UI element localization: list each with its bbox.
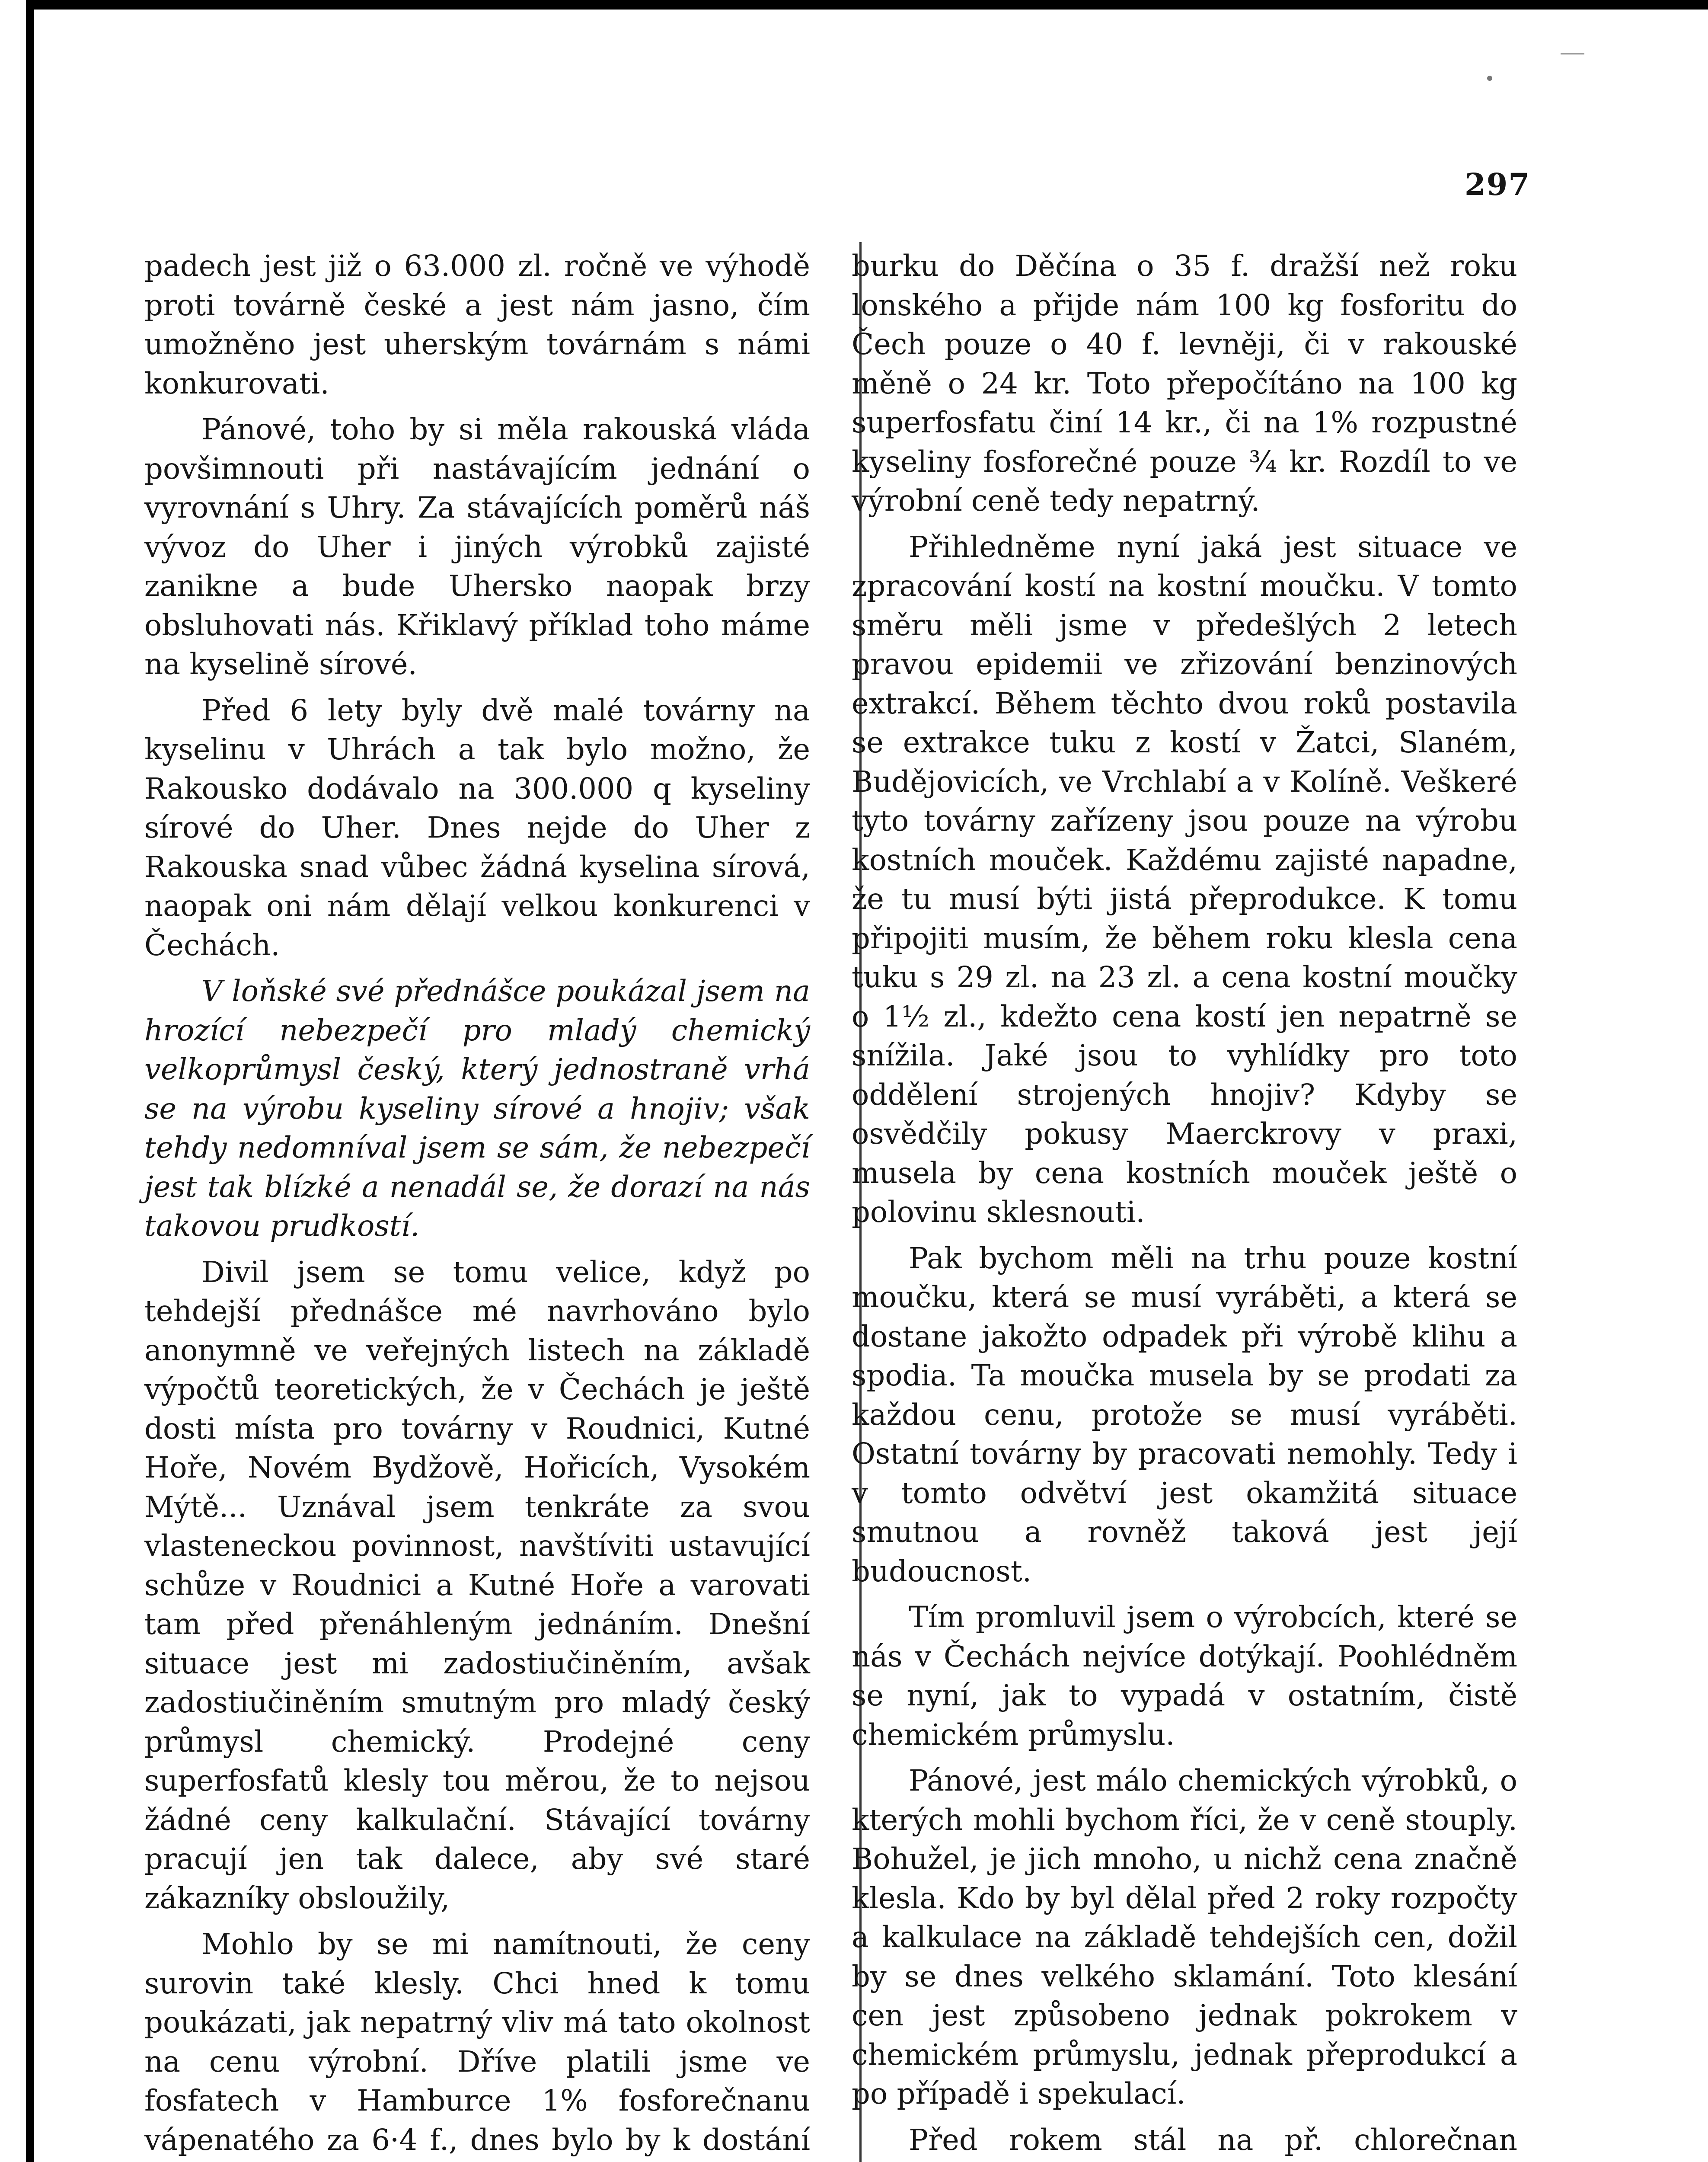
scan-border-top xyxy=(26,0,1708,10)
scan-border-left xyxy=(26,0,34,2162)
scan-speck xyxy=(1487,76,1492,81)
paragraph: Mohlo by se mi namítnouti, že ceny surovin také klesly. Chci hned k tomu poukázati, jak nepatrný vliv má tato okolnost na cenu výrobní. Dříve platili jsme ve fosfatech v Hamburce 1% fosforečnanu vápenatého za 6·4 f., dnes bylo by k dostání xyxy=(144,1927,810,2157)
paragraph: padech jest již o 63.000 zl. ročně ve výhodě proti továrně české a jest nám jasno, čím umožněno jest uherským továrnám s námi konkurovati. xyxy=(144,249,810,400)
paragraph-italic: V loňské své přednášce poukázal jsem na hrozící nebezpečí pro mladý chemický velkoprůmysl český, který jednostraně vrhá se na výrobu kyseliny sírové a hnojiv; však tehdy nedomníval jsem se sám, že nebezpečí jest tak blízké a nenadál se, že dorazí na nás takovou prudkostí. xyxy=(144,974,810,1243)
paragraph: Před rokem stál na př. chlorečnan xyxy=(909,2123,1517,2157)
paragraph: Přihledněme nyní jaká jest situace ve zpracování kostí na kostní moučku. V tomto směru měli jsme v předešlých 2 letech pravou epidemii ve zřizování benzinových extrakcí. Během těchto dvou roků postavila se extrakce tuku z kostí v Žatci, Slaném, Budějovicích, ve Vrchlabí a v Kolíně. Veškeré tyto továrny zařízeny jsou pouze na výrobu kostních mouček. Každému zajisté napadne, že tu musí býti jistá přeprodukce. K tomu připojiti musím, že během roku klesla cena tuku s 29 zl. na 23 zl. a cena kostní moučky o 1½ zl., kdežto cena kostí jen nepatrně se snížila. Jaké jsou to vyhlídky pro toto oddělení strojených hnojiv? Kdyby se osvědčily pokusy Maerckrovy v praxi, musela by cena kostních mouček ještě o polovinu sklesnouti. xyxy=(852,530,1517,1229)
text-column-left xyxy=(144,246,810,2162)
paragraph: burku do Děčína o 35 f. dražší než roku lonského a přijde nám 100 kg fosforitu do Čech pouze o 40 f. levněji, či v rakouské měně o 24 kr. Toto přepočítáno na 100 kg superfosfatu činí 14 kr., či na 1% rozpustné kyseliny fosforečné pouze ¾ kr. Rozdíl to ve výrobní ceně tedy nepatrný. xyxy=(852,249,1517,518)
paragraph: Před 6 lety byly dvě malé továrny na kyselinu v Uhrách a tak bylo možno, že Rakousko dodávalo na 300.000 q kyseliny sírové do Uher. Dnes nejde do Uher z Rakouska snad vůbec žádná kyselina sírová, naopak oni nám dělají velkou konkurenci v Čechách. xyxy=(144,693,810,962)
scan-speck xyxy=(1561,53,1584,54)
paragraph: Pánové, toho by si měla rakouská vláda povšimnouti při nastávajícím jednání o vyrovnání s Uhry. Za stávajících poměrů náš vývoz do Uher i jiných výrobků zajisté zanikne a bude Uhersko naopak brzy obsluhovati nás. Křiklavý příklad toho máme na kyselině sírové. xyxy=(144,413,810,681)
paragraph: Pak bychom měli na trhu pouze kostní moučku, která se musí vyráběti, a která se dostane jakožto odpadek při výrobě klihu a spodia. Ta moučka musela by se prodati za každou cenu, protože se musí vyráběti. Ostatní továrny by pracovati nemohly. Tedy i v tomto odvětví jest okamžitá situace smutnou a rovněž taková jest její budoucnost. xyxy=(852,1241,1517,1588)
paragraph: Pánové, jest málo chemických výrobků, o kterých mohli bychom říci, že v ceně stouply. Bohužel, je jich mnoho, u nichž cena značně klesla. Kdo by byl dělal před 2 roky rozpočty a kalkulace na základě tehdejších cen, dožil by se dnes velkého sklamání. Toto klesání cen jest způsobeno jednak pokrokem v chemickém průmyslu, jednak přeprodukcí a po případě i spekulací. xyxy=(852,1764,1517,2111)
paragraph: Tím promluvil jsem o výrobcích, které se nás v Čechách nejvíce dotýkají. Poohlédněm se nyní, jak to vypadá v ostatním, čistě chemickém průmyslu. xyxy=(852,1600,1517,1752)
page-number: 297 xyxy=(1464,166,1530,202)
text-column-right xyxy=(852,246,1517,2162)
paragraph: Divil jsem se tomu velice, když po tehdejší přednášce mé navrhováno bylo anonymně ve veřejných listech na základě výpočtů teoretických, že v Čechách je ještě dosti místa pro továrny v Roudnici, Kutné Hoře, Novém Bydžově, Hořicích, Vysokém Mýtě... Uznával jsem tenkráte za svou vlasteneckou povinnost, navštíviti ustavující schůze v Roudnici a Kutné Hoře a varovati tam před přenáhleným jednáním. Dnešní situace jest mi zadostiučiněním, avšak zadostiučiněním smutným pro mladý český průmysl chemický. Prodejné ceny superfosfatů klesly tou měrou, že to nejsou žádné ceny kalkulační. Stávající továrny pracují jen tak dalece, aby své staré zákazníky obsloužily, xyxy=(144,1255,810,1915)
